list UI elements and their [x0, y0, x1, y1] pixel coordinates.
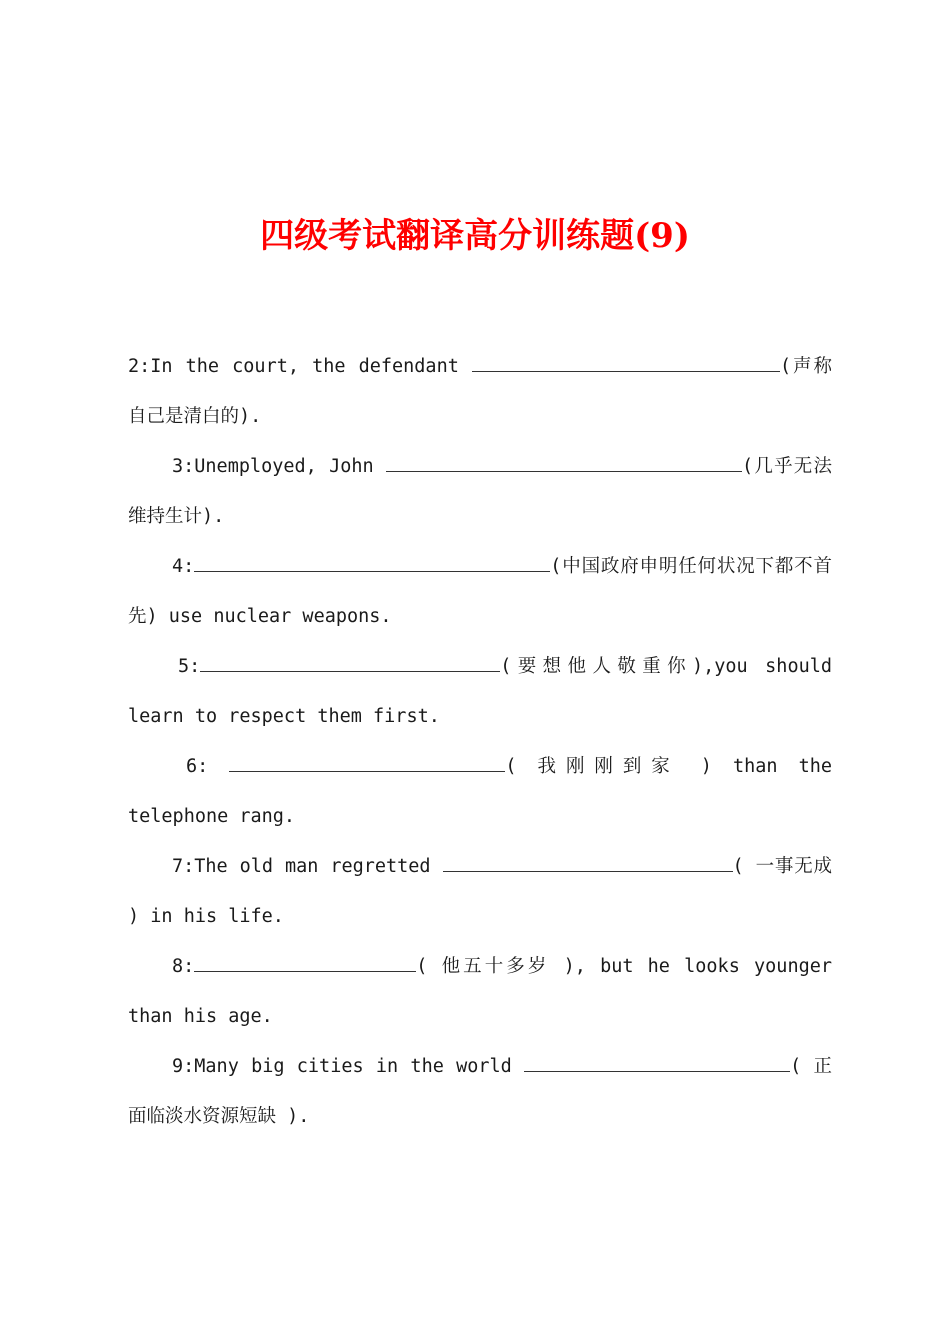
answer-blank[interactable] — [386, 449, 742, 472]
exercise-text-before: 7:The old man regretted — [172, 856, 443, 877]
exercise-text-before: 2:In the court, the defendant — [128, 356, 472, 377]
exercise-text-after: ( 正面临淡水资源短缺 ). — [128, 1056, 833, 1127]
answer-blank[interactable] — [194, 949, 416, 972]
exercise-text-before: 9:Many big cities in the world — [172, 1056, 525, 1077]
exercise-text-after: ( 一事无成 ) in his life. — [128, 856, 832, 927]
answer-blank[interactable] — [200, 649, 500, 672]
exercise-text-after: (要想他人敬重你),you should learn to respect them first. — [128, 656, 832, 727]
exercise-item-8 — [128, 942, 832, 1042]
document-title: 四级考试翻译高分训练题(9) — [260, 216, 690, 256]
exercise-item-4 — [128, 542, 832, 642]
exercise-text-after: (几乎无法维持生计). — [128, 456, 833, 527]
answer-blank[interactable] — [524, 1049, 790, 1072]
exercise-item-2 — [128, 342, 832, 442]
answer-blank[interactable] — [472, 349, 780, 372]
exercise-list — [128, 342, 832, 1142]
exercise-item-5 — [128, 642, 832, 742]
exercise-text-after: ( 我刚刚到家 ) than the telephone rang. — [128, 756, 832, 827]
answer-blank[interactable] — [443, 849, 733, 872]
exercise-text-after: (声称自己是清白的). — [128, 356, 832, 427]
exercise-text-before: 8: — [172, 956, 195, 977]
exercise-text-before: 5: — [178, 656, 201, 677]
exercise-item-3 — [128, 442, 832, 542]
exercise-text-before: 3:Unemployed, John — [172, 456, 387, 477]
exercise-item-7 — [128, 842, 832, 942]
exercise-item-9 — [128, 1042, 832, 1142]
answer-blank[interactable] — [194, 549, 550, 572]
exercise-text-before: 4: — [172, 556, 195, 577]
exercise-text-before: 6: — [186, 756, 230, 777]
exercise-text-after: ( 他五十多岁 ), but he looks younger than his age. — [128, 956, 832, 1027]
answer-blank[interactable] — [229, 749, 505, 772]
exercise-text-after: (中国政府申明任何状况下都不首先) use nuclear weapons. — [128, 556, 832, 627]
exercise-item-6 — [128, 742, 832, 842]
